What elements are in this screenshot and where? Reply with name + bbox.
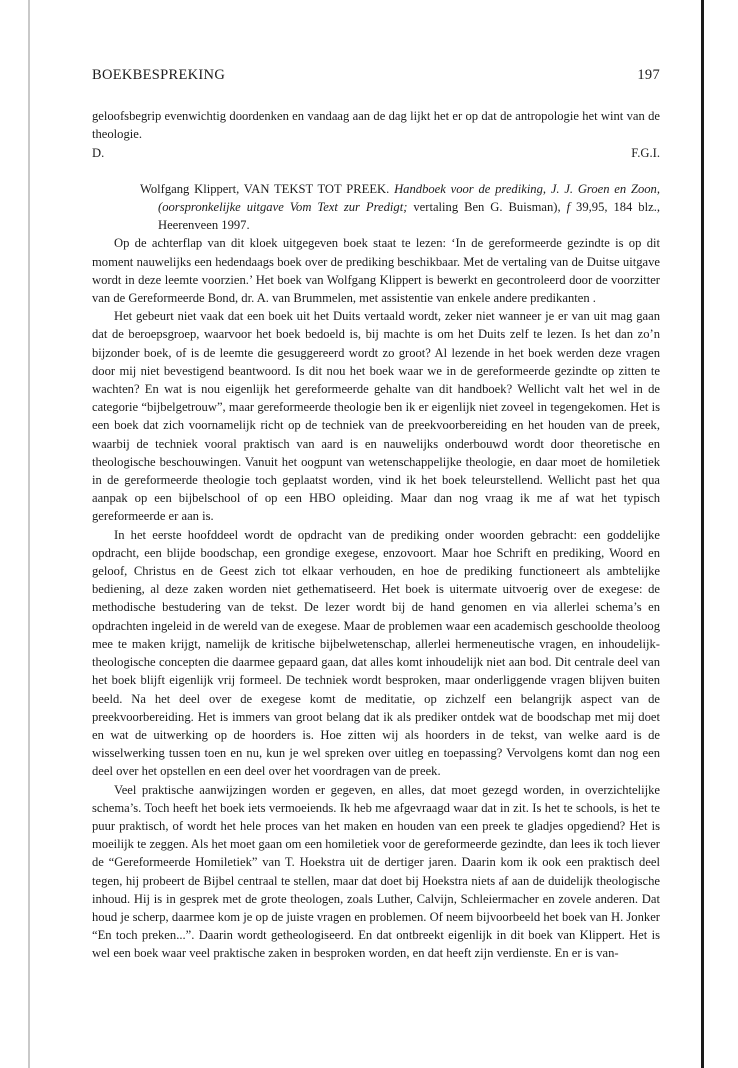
previous-review-initial: D.: [92, 145, 105, 160]
review-paragraph: Veel praktische aanwijzingen worden er gegeven, en alles, dat moet gezegd worden, in overzichtelijke schema’s. Toch heeft het boek iets vermoeiends. Ik heb me afgevraagd waar dat in zit. Is het te schools, is het te puur praktisch, of wordt het hele proces van het maken en houden van een preek te gladjes opgediend? Het is moeilijk te zeggen. Als het moet gaan om een homiletiek voor de gereformeerde gezindte, dan lees ik toch liever de “Gereformeerde Homiletiek” van T. Hoekstra uit de dertiger jaren. Daarin kom ik ook een praktisch deel tegen, hij probeert de Bijbel centraal te stellen, maar dat doet bij Hoekstra niets af aan de duidelijk theologische inhoud. Hij is in gesprek met de grote theologen, zoals Luther, Calvijn, Schleiermacher en zovele anderen. Dat houd je scherp, daarmee kom je op de juiste vragen en problemen. Of neem bijvoorbeeld het boek van H. Jonker “En toch preken...”. Daarin wordt getheologiseerd. En dat ontbreekt eigenlijk in dit boek van Klippert. Het is wel een boek waar veel praktische zaken in besproken worden, en dat heeft zijn verdienste. En er is van-: [92, 782, 660, 961]
review-paragraph: Op de achterflap van dit kloek uitgegeven boek staat te lezen: ‘In de gereformeerde gezindte is op dit moment nauwelijks een hedendaags boek over de prediking beschikbaar. Met de vertaling van de Duitse uitgave wordt in deze leemte voorzien.’ Het boek van Wolfgang Klippert is bewerkt en gecontroleerd door de voorzitter van de Gereformeerde Bond, dr. A. van Brummelen, met assistentie van enkele andere predikanten .: [92, 236, 660, 306]
page-edge-right: [701, 0, 704, 1068]
book-details: vertaling Ben G. Buisman),: [413, 200, 561, 215]
previous-review-signature-line: [92, 144, 660, 162]
page-number: 197: [637, 67, 660, 83]
book-author-title: Wolfgang Klippert, VAN TEKST TOT PREEK.: [140, 181, 390, 196]
review-paragraph: Het gebeurt niet vaak dat een boek uit het Duits vertaald wordt, zeker niet wanneer je er van uit mag gaan dat de beroepsgroep, waarvoor het boek bedoeld is, bij machte is om het Duits zelf te lezen. Is het dan zo’n bijzonder boek, of is de leemte die gesuggereerd wordt zo groot? Al lezende in het boek werden deze vragen door mij niet bevestigend beantwoord. Is dit nou het boek waar we in de gereformeerde gezindte op zitten te wachten? En wat is nou eigenlijk het gereformeerde gehalte van dit handboek? Wellicht valt het wel in de categorie “bijbelgetrouw”, maar gereformeerde theologie ben ik er eigenlijk niet zoveel in tegengekomen. Het is een boek dat zich voornamelijk richt op de techniek van de preekvoorbereiding en het houden van de preek, waarbij de techniek vooral praktisch van aard is en nauwelijks onderbouwd wordt door theoretische en theologische beschouwingen. Vanuit het oogpunt van wetenschappelijke theologie, en daar moet de homiletiek in de gereformeerde theologie toch geplaatst worden, vind ik het boek teleurstellend. Wellicht past het qua aanpak op een bijbelschool of op een HBO opleiding. Maar dan nog vraag ik me af wat het typisch gereformeerde er aan is.: [92, 309, 660, 524]
book-price-details: 39,95, 184 blz., Heerenveen 1997.: [158, 200, 660, 233]
previous-review-ending: geloofsbegrip evenwichtig doordenken en vandaag aan de dag lijkt het er op dat de antropologie het wint van de theologie.: [92, 109, 660, 142]
document-page: [92, 66, 660, 963]
page-edge-left: [28, 0, 30, 1068]
review-paragraph: In het eerste hoofddeel wordt de opdracht van de prediking onder woorden gebracht: een goddelijke opdracht, een blijde boodschap, een grondige exegese, enzovoort. Maar hoe Schrift en prediking, Woord en geloof, Christus en de Geest zich tot elkaar verhouden, en hoe de prediking functioneert als ambtelijke bediening, al deze zaken worden niet gethematiseerd. Het boek is uitermate uitvoerig over de exegese: de methodische bestudering van de tekst. De lezer wordt bij de hand genomen en via allerlei schema’s en opdrachten ingeleid in de wereld van de exegese. Maar de problemen waar een academisch geschoolde theoloog mee te maken krijgt, namelijk de kritische bijbelwetenschap, allerlei hermeneutische vragen, en inhoudelijk-theologische concepten die daarmee gepaard gaan, dat alles komt inhoudelijk niet aan bod. Dit centrale deel van het boek blijft eigenlijk vrij formeel. De techniek wordt besproken, maar onderliggende vragen blijven buiten beeld. Na het deel over de exegese komt de meditatie, op zichzelf een belangrijk aspect van de preekvoorbereiding. Het is immers van groot belang dat ik als prediker ontdek wat de boodschap met mij doet en wat de uitwerking op de hoorders is. Hoe zitten wij als hoorders in de tekst, van welke aard is de wisselwerking tussen toen en nu, kun je wel spreken over uitleg en toepassing? Vervolgens komt dan nog een deel over het opstellen en een deel over het voordragen van de preek.: [92, 527, 660, 779]
section-title: BOEKBESPREKING: [92, 67, 226, 83]
previous-review-signature: F.G.I.: [631, 145, 660, 160]
running-header: [92, 66, 660, 84]
book-price-symbol: f: [566, 200, 571, 215]
book-subtitle: Handboek voor de prediking, J. J. Groen en Zoon, (oorspronkelijke uitgave Vom Text zur Predigt;: [158, 181, 661, 215]
bibliographic-entry: [140, 180, 660, 235]
